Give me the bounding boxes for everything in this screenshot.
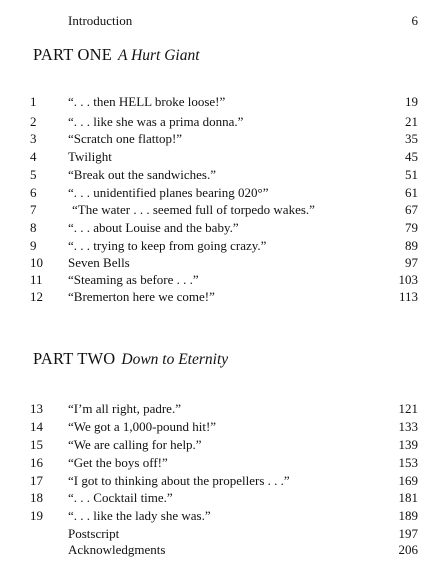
- chapter-page: 133: [398, 419, 418, 434]
- toc-row: [0, 166, 442, 184]
- chapter-number: 1: [30, 94, 37, 109]
- chapter-number: 10: [30, 255, 43, 270]
- chapter-title: “. . . like she was a prima donna.”: [68, 114, 244, 129]
- toc-row: [0, 418, 442, 436]
- toc-row: [0, 400, 442, 418]
- toc-row: [0, 113, 442, 131]
- chapter-title: “I’m all right, padre.”: [68, 401, 181, 416]
- chapter-title: “We are calling for help.”: [68, 437, 202, 452]
- chapter-number: 5: [30, 167, 37, 182]
- chapter-number: 12: [30, 289, 43, 304]
- chapter-page: 113: [398, 289, 418, 304]
- chapter-page: 139: [398, 437, 418, 452]
- end-matter-title: Acknowledgments: [68, 542, 166, 557]
- chapter-title: “. . . Cocktail time.”: [68, 490, 173, 505]
- part-one-label: PART ONE: [33, 45, 113, 64]
- chapter-page: 121: [398, 401, 418, 416]
- chapter-page: 21: [405, 114, 418, 129]
- end-matter-title: Postscript: [68, 526, 120, 541]
- toc-row: [0, 237, 442, 255]
- chapter-title: “. . . trying to keep from going crazy.”: [68, 238, 267, 253]
- toc-row: [0, 507, 442, 525]
- chapter-page: 79: [405, 220, 418, 235]
- chapter-number: 14: [30, 419, 43, 434]
- toc-row: [0, 472, 442, 490]
- toc-entry-title: Introduction: [68, 13, 133, 28]
- toc-row: [0, 454, 442, 472]
- chapter-title: “Break out the sandwiches.”: [68, 167, 217, 182]
- chapter-number: 3: [30, 131, 37, 146]
- chapter-title: “. . . about Louise and the baby.”: [68, 220, 239, 235]
- chapter-number: 11: [30, 272, 43, 287]
- toc-row: [0, 489, 442, 507]
- toc-row: [0, 93, 442, 111]
- chapter-title: “I got to thinking about the propellers . . .”: [68, 473, 290, 488]
- chapter-page: 61: [405, 185, 418, 200]
- toc-row-acknowledgments: [0, 541, 442, 559]
- chapter-page: 35: [405, 131, 418, 146]
- toc-row: [0, 148, 442, 166]
- chapter-number: 7: [30, 202, 37, 217]
- chapter-page: 45: [405, 149, 418, 164]
- chapter-number: 6: [30, 185, 37, 200]
- chapter-number: 9: [30, 238, 37, 253]
- chapter-title: “. . . like the lady she was.”: [68, 508, 211, 523]
- toc-row: [0, 184, 442, 202]
- toc-row: [0, 201, 442, 219]
- part-two-heading: [33, 348, 228, 370]
- part-one-heading: [33, 44, 200, 66]
- chapter-title: “Bremerton here we come!”: [68, 289, 215, 304]
- chapter-title: “We got a 1,000-pound hit!”: [68, 419, 217, 434]
- chapter-title: “Steaming as before . . .”: [68, 272, 199, 287]
- toc-entry-page: 6: [411, 13, 418, 28]
- chapter-page: 89: [405, 238, 418, 253]
- toc-row: [0, 271, 442, 289]
- chapter-title: Seven Bells: [68, 255, 130, 270]
- chapter-number: 13: [30, 401, 43, 416]
- chapter-page: 103: [398, 272, 418, 287]
- toc-row: [0, 254, 442, 272]
- chapter-number: 15: [30, 437, 43, 452]
- chapter-number: 8: [30, 220, 37, 235]
- chapter-page: 51: [405, 167, 418, 182]
- toc-row: [0, 436, 442, 454]
- toc-row: [0, 288, 442, 306]
- part-two-label: PART TWO: [33, 349, 116, 368]
- chapter-page: 169: [398, 473, 418, 488]
- chapter-number: 16: [30, 455, 43, 470]
- chapter-title: “Get the boys off!”: [68, 455, 168, 470]
- chapter-title: Twilight: [68, 149, 112, 164]
- chapter-page: 19: [405, 94, 418, 109]
- chapter-number: 18: [30, 490, 43, 505]
- chapter-number: 17: [30, 473, 43, 488]
- end-matter-page: 197: [398, 526, 418, 541]
- chapter-number: 19: [30, 508, 43, 523]
- chapter-title: “Scratch one flattop!”: [68, 131, 183, 146]
- chapter-page: 67: [405, 202, 418, 217]
- chapter-number: 2: [30, 114, 37, 129]
- toc-row-introduction: [0, 12, 442, 30]
- part-one-subtitle: A Hurt Giant: [118, 47, 200, 64]
- toc-row: [0, 130, 442, 148]
- chapter-page: 153: [398, 455, 418, 470]
- chapter-page: 97: [405, 255, 418, 270]
- chapter-title: “. . . unidentified planes bearing 020°”: [68, 185, 269, 200]
- chapter-title: “. . . then HELL broke loose!”: [68, 94, 226, 109]
- end-matter-page: 206: [398, 542, 418, 557]
- part-two-subtitle: Down to Eternity: [121, 351, 229, 368]
- chapter-page: 181: [398, 490, 418, 505]
- toc-row: [0, 219, 442, 237]
- chapter-number: 4: [30, 149, 37, 164]
- chapter-title: “The water . . . seemed full of torpedo wakes.”: [72, 202, 315, 217]
- chapter-page: 189: [398, 508, 418, 523]
